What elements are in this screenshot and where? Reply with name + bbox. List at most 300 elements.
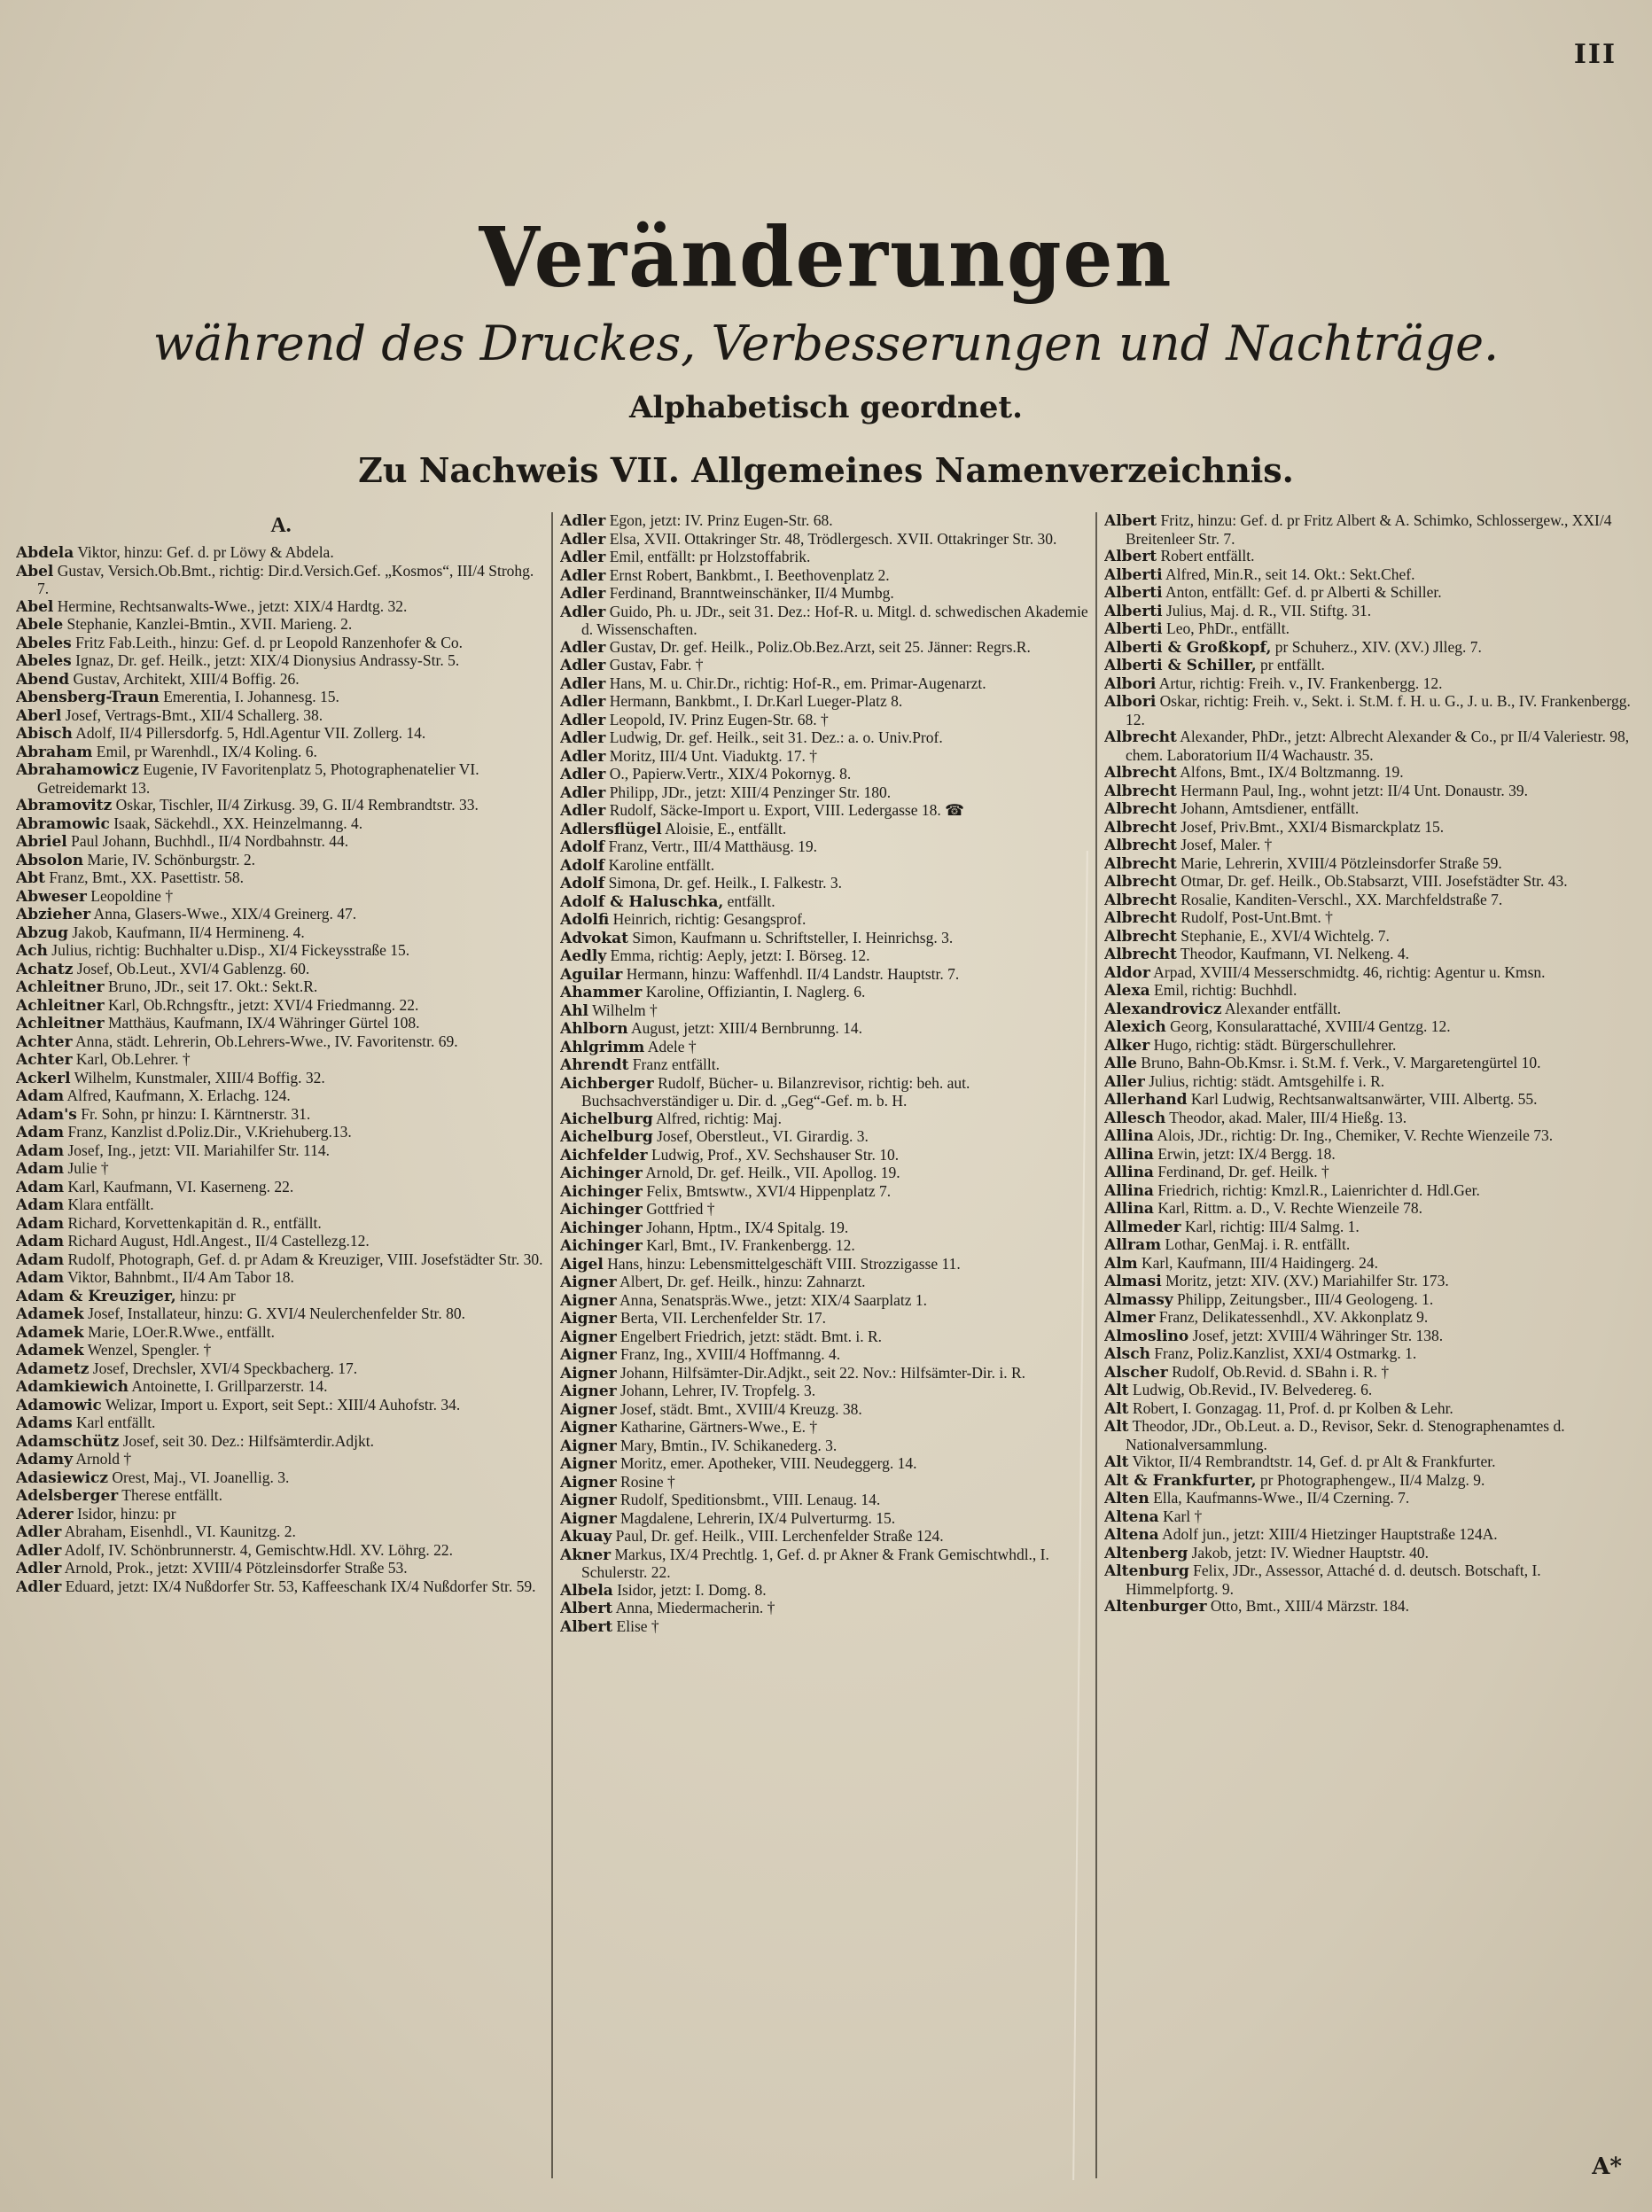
entry-surname: Aedly (560, 947, 607, 965)
entry-surname: Adam (16, 1141, 65, 1160)
directory-entry (560, 1455, 1090, 1474)
entry-surname: Alt & Frankfurter, (1104, 1471, 1257, 1490)
entry-surname: Adam (16, 1178, 65, 1196)
directory-entry (16, 616, 546, 635)
entry-surname: Aichinger (560, 1164, 643, 1182)
directory-entry (1104, 1200, 1636, 1219)
entry-details: Franz, Bmt., XX. Pasettistr. 58. (44, 868, 245, 886)
entry-details: Emil, pr Warenhdl., IX/4 Koling. 6. (92, 742, 317, 760)
entry-details: Leopold, IV. Prinz Eugen-Str. 68. † (605, 710, 829, 728)
entry-details: Rudolf, Photograph, Gef. d. pr Adam & Kreuziger, VIII. Josefstädter Str. 30. (64, 1250, 543, 1268)
entry-details: Karl entfällt. (72, 1414, 156, 1431)
entry-surname: Abisch (16, 725, 73, 743)
directory-entry (560, 966, 1090, 985)
entry-details: Moritz, III/4 Unt. Viaduktg. 17. † (605, 746, 818, 765)
sort-note: Alphabetisch geordnet. (629, 390, 1023, 425)
directory-entry (560, 1310, 1090, 1328)
entry-surname: Aigner (560, 1437, 617, 1455)
directory-entry (1104, 1255, 1636, 1273)
directory-entry (560, 1219, 1090, 1238)
entry-details: Rudolf, Säcke-Import u. Export, VIII. Ledergasse 18. ☎ (605, 801, 964, 819)
entry-details: Eduard, jetzt: IX/4 Nußdorfer Str. 53, Kaffeeschank IX/4 Nußdorfer Str. 59. (61, 1577, 536, 1595)
directory-entry (1104, 1273, 1636, 1291)
directory-entry (560, 1401, 1090, 1420)
entry-surname: Altena (1104, 1507, 1159, 1526)
directory-entry (560, 1437, 1090, 1456)
entry-surname: Aigner (560, 1492, 617, 1509)
directory-entry (560, 567, 1090, 586)
entry-surname: Adolf & Haluschka, (560, 892, 724, 911)
entry-surname: Aichelburg (560, 1128, 653, 1146)
directory-entry (1104, 964, 1636, 983)
entry-surname: Ahrendt (560, 1056, 629, 1074)
entry-surname: Achleitner (16, 1015, 105, 1032)
directory-entry (560, 712, 1090, 730)
entry-surname: Adler (560, 512, 606, 530)
entry-details: Friedrich, richtig: Kmzl.R., Laienrichter d. Hdl.Ger. (1153, 1180, 1480, 1199)
entry-details: Josef, Ob.Leut., XVI/4 Gablenzg. 60. (73, 959, 310, 977)
entry-surname: Aller (1104, 1072, 1145, 1091)
entry-details: Josef, Priv.Bmt., XXI/4 Bismarckplatz 15. (1176, 817, 1445, 836)
directory-entry (1104, 783, 1636, 801)
directory-entry (560, 1183, 1090, 1202)
entry-details: Anna, städt. Lehrerin, Ob.Lehrers-Wwe., IV. Favoritenstr. 69. (72, 1032, 458, 1050)
directory-entry (560, 930, 1090, 948)
directory-entry (1104, 764, 1636, 783)
page-subtitle: während des Druckes, Verbesserungen und Nachträge. (152, 315, 1500, 371)
directory-entry (1104, 1328, 1636, 1346)
entry-details: Stephanie, E., XVI/4 Wichtelg. 7. (1176, 926, 1390, 945)
entry-surname: Adler (560, 802, 606, 820)
directory-entry (560, 675, 1090, 694)
directory-entry (1104, 837, 1636, 855)
entry-details: Alfred, Kaufmann, X. Erlachg. 124. (64, 1087, 291, 1104)
entry-surname: Ach (16, 942, 48, 960)
directory-entry (16, 563, 546, 598)
entry-surname: Albert (1104, 548, 1157, 565)
directory-entry (560, 531, 1090, 549)
entry-surname: Alt (1104, 1453, 1129, 1471)
directory-entry (16, 1360, 546, 1379)
directory-entry (16, 635, 546, 653)
directory-entry (1104, 1364, 1636, 1382)
entry-surname: Aigner (560, 1346, 617, 1364)
entry-surname: Altenberg (1104, 1544, 1188, 1562)
entry-surname: Albrecht (1104, 818, 1177, 837)
entry-details: Fritz Fab.Leith., hinzu: Gef. d. pr Leopold Ranzenhofer & Co. (71, 633, 464, 651)
letter-heading: A. (270, 514, 292, 537)
directory-entry (16, 1305, 546, 1324)
directory-entry (16, 869, 546, 888)
directory-entry (560, 1237, 1090, 1256)
directory-entry (1104, 512, 1636, 548)
entry-details: Berta, VII. Lerchenfelder Str. 17. (616, 1309, 826, 1327)
directory-entry (16, 1487, 546, 1506)
directory-entry (16, 544, 546, 563)
entry-surname: Abeles (16, 652, 72, 670)
entry-surname: Ahlborn (560, 1020, 628, 1038)
entry-surname: Aichelburg (560, 1110, 653, 1128)
entry-details: Georg, Konsularattaché, XVIII/4 Gentzg. 12. (1165, 1017, 1451, 1035)
entry-surname: Alberti & Schiller, (1104, 657, 1257, 674)
entry-details: Rosine † (616, 1472, 675, 1491)
directory-entry (560, 748, 1090, 767)
entry-surname: Albrecht (1104, 946, 1177, 963)
entry-surname: Aigner (560, 1310, 617, 1328)
directory-entry (1104, 639, 1636, 658)
directory-entry (16, 888, 546, 907)
entry-surname: Aichinger (560, 1237, 643, 1255)
entry-surname: Adler (560, 530, 606, 549)
directory-column-1 (16, 512, 546, 2174)
directory-entry (1104, 1400, 1636, 1419)
entry-surname: Altena (1104, 1526, 1159, 1544)
entry-surname: Albert (560, 1600, 613, 1617)
entry-details: Gottfried † (642, 1200, 715, 1218)
entry-surname: Aigner (560, 1382, 617, 1400)
entry-surname: Ahammer (560, 984, 643, 1001)
entry-surname: Aigner (560, 1473, 617, 1492)
column-divider (1095, 512, 1097, 2178)
entry-details: Arnold, Prok., jetzt: XVIII/4 Pötzleinsdorfer Straße 53. (61, 1559, 408, 1577)
entry-surname: Adam & Kreuziger, (16, 1287, 176, 1305)
directory-entry (560, 911, 1090, 930)
entry-surname: Adamek (16, 1305, 84, 1323)
entry-details: Ferdinand, Dr. gef. Heilk. † (1153, 1163, 1329, 1180)
entry-surname: Alscher (1104, 1363, 1168, 1382)
entry-details: Emma, richtig: Aeply, jetzt: I. Börseg. 12. (606, 946, 870, 964)
directory-entry (16, 598, 546, 617)
entry-surname: Albert (1104, 512, 1157, 530)
directory-entry (560, 585, 1090, 604)
entry-surname: Abt (16, 869, 45, 887)
directory-entry (1104, 675, 1636, 694)
directory-entry (560, 1328, 1090, 1347)
entry-details: Markus, IX/4 Prechtlg. 1, Gef. d. pr Akner & Frank Gemischtwhdl., I. Schulerstr. 22. (581, 1545, 1049, 1581)
directory-entry (560, 1128, 1090, 1147)
directory-entry (560, 1492, 1090, 1510)
entry-surname: Adler (16, 1560, 62, 1577)
directory-entry (1104, 800, 1636, 819)
entry-details: Ernst Robert, Bankbmt., I. Beethovenplatz 2. (605, 565, 890, 584)
entry-details: Arnold, Dr. gef. Heilk., VII. Apollog. 19. (642, 1164, 900, 1181)
entry-surname: Adamek (16, 1342, 84, 1359)
entry-surname: Alsch (1104, 1345, 1150, 1363)
directory-entry (560, 984, 1090, 1002)
entry-surname: Adler (16, 1523, 62, 1541)
entry-surname: Alten (1104, 1490, 1149, 1507)
directory-entry (1104, 1073, 1636, 1092)
entry-surname: Allesch (1104, 1109, 1166, 1127)
directory-entry (16, 1433, 546, 1452)
entry-details: Anton, entfällt: Gef. d. pr Alberti & Schiller. (1162, 583, 1442, 601)
entry-details: Karl, Ob.Rchngsftr., jetzt: XVI/4 Friedmanng. 22. (104, 995, 419, 1014)
directory-entry (560, 1528, 1090, 1546)
entry-surname: Achatz (16, 960, 74, 978)
directory-entry (1104, 1382, 1636, 1400)
entry-surname: Abraham (16, 743, 93, 761)
entry-details: Paul Johann, Buchhdl., II/4 Nordbahnstr. 44. (66, 832, 349, 850)
entry-surname: Alexa (1104, 982, 1150, 1000)
directory-entry (1104, 1219, 1636, 1237)
entry-details: pr Schuherz., XIV. (XV.) Jlleg. 7. (1271, 637, 1482, 656)
entry-surname: Allerhand (1104, 1091, 1188, 1109)
entry-surname: Alexich (1104, 1018, 1166, 1036)
entry-surname: Adolf (560, 856, 605, 875)
directory-entry (1104, 693, 1636, 728)
directory-entry (560, 1273, 1090, 1292)
entry-surname: Alt (1104, 1418, 1129, 1436)
entry-surname: Albrecht (1104, 782, 1177, 800)
entry-details: Theodor, JDr., Ob.Leut. a. D., Revisor, Sekr. d. Stenographenamtes d. Nationalversammlung. (1126, 1417, 1565, 1453)
entry-details: Johann, Amtsdiener, entfällt. (1176, 799, 1360, 817)
directory-entry (16, 1142, 546, 1161)
entry-details: Rudolf, Bücher- u. Bilanzrevisor, richtig: beh. aut. Buchsachverständiger u. Dir. d. „Geg“-Gef. m. b. H. (581, 1073, 970, 1110)
entry-details: Jakob, jetzt: IV. Wiedner Hauptstr. 40. (1188, 1543, 1430, 1562)
directory-entry (1104, 819, 1636, 837)
directory-entry (1104, 1526, 1636, 1545)
directory-entry (16, 1051, 546, 1070)
entry-surname: Adler (560, 657, 606, 674)
directory-entry (560, 1020, 1090, 1039)
entry-details: Moritz, jetzt: XIV. (XV.) Mariahilfer Str. 173. (1161, 1272, 1449, 1289)
directory-entry (560, 604, 1090, 639)
entry-details: Viktor, II/4 Rembrandtstr. 14, Gef. d. pr Alt & Frankfurter. (1128, 1453, 1496, 1470)
entry-details: entfällt. (723, 892, 775, 910)
entry-details: Magdalene, Lehrerin, IX/4 Pulverturmg. 15. (616, 1508, 896, 1527)
entry-details: Lothar, GenMaj. i. R. entfällt. (1161, 1235, 1351, 1253)
entry-details: Rudolf, Post-Unt.Bmt. † (1176, 908, 1333, 926)
directory-entry (16, 1560, 546, 1578)
entry-surname: Aderer (16, 1505, 74, 1523)
entry-surname: Abel (16, 597, 54, 616)
directory-entry (16, 1179, 546, 1197)
entry-details: Theodor, Kaufmann, VI. Nelkeng. 4. (1176, 945, 1409, 962)
entry-details: Johann, Hptm., IX/4 Spitalg. 19. (642, 1218, 849, 1236)
directory-entry (16, 1196, 546, 1215)
entry-details: Karl, Kaufmann, VI. Kaserneng. 22. (64, 1177, 294, 1196)
entry-surname: Adlersflügel (560, 820, 662, 838)
directory-entry (1104, 1127, 1636, 1146)
entry-details: Paul, Dr. gef. Heilk., VIII. Lerchenfelder Straße 124. (612, 1527, 944, 1545)
entry-surname: Abend (16, 670, 70, 689)
entry-details: Isidor, hinzu: pr (73, 1504, 176, 1523)
entry-surname: Adam's (16, 1105, 77, 1124)
entry-surname: Aigner (560, 1328, 617, 1346)
entry-details: Josef, jetzt: XVIII/4 Währinger Str. 138. (1188, 1326, 1444, 1344)
entry-surname: Allina (1104, 1181, 1154, 1200)
entry-surname: Adler (560, 638, 606, 657)
directory-entry (560, 1510, 1090, 1529)
directory-entry (560, 1256, 1090, 1274)
entry-details: Matthäus, Kaufmann, IX/4 Währinger Gürtel 108. (104, 1014, 420, 1032)
entry-surname: Allram (1104, 1236, 1162, 1254)
directory-entry (1104, 548, 1636, 566)
entry-details: Josef, seit 30. Dez.: Hilfsämterdir.Adjkt. (119, 1431, 374, 1450)
directory-entry (560, 549, 1090, 567)
entry-surname: Abel (16, 562, 54, 580)
directory-entry (1104, 1309, 1636, 1328)
entry-details: Otmar, Dr. gef. Heilk., Ob.Stabsarzt, VIII. Josefstädter Str. 43. (1176, 872, 1568, 890)
entry-surname: Almassy (1104, 1290, 1173, 1309)
entry-details: Elsa, XVII. Ottakringer Str. 48, Trödlergesch. XVII. Ottakringer Str. 30. (605, 529, 1057, 548)
directory-entry (560, 875, 1090, 893)
entry-details: Julie † (64, 1159, 109, 1177)
entry-details: Karl Ludwig, Rechtsanwaltsanwärter, VIII. Albertg. 55. (1187, 1090, 1538, 1108)
directory-entry (16, 924, 546, 943)
entry-surname: Albrecht (1104, 891, 1177, 909)
directory-entry (16, 1160, 546, 1179)
entry-details: Eugenie, IV Favoritenplatz 5, Photographenatelier VI. Getreidemarkt 13. (37, 760, 479, 797)
entry-details: Artur, richtig: Freih. v., IV. Frankenbergg. 12. (1156, 674, 1443, 692)
entry-details: Karoline, Offiziantin, I. Naglerg. 6. (642, 983, 866, 1001)
entry-surname: Albrecht (1104, 837, 1177, 854)
directory-entry (16, 1414, 546, 1433)
directory-entry (16, 1015, 546, 1033)
directory-entry (560, 1618, 1090, 1637)
entry-details: Richard August, Hdl.Angest., II/4 Castellezg.12. (64, 1232, 370, 1250)
entry-surname: Allina (1104, 1200, 1154, 1218)
directory-entry (560, 1419, 1090, 1437)
entry-surname: Allina (1104, 1127, 1154, 1145)
directory-entry (16, 1288, 546, 1306)
directory-entry (16, 1033, 546, 1052)
entry-details: Marie, Lehrerin, XVIII/4 Pötzleinsdorfer Straße 59. (1176, 853, 1502, 872)
entry-surname: Adler (16, 1577, 62, 1596)
entry-details: Ignaz, Dr. gef. Heilk., jetzt: XIX/4 Dionysius Andrassy-Str. 5. (71, 651, 460, 669)
directory-entry (1104, 584, 1636, 603)
entry-details: Abraham, Eisenhdl., VI. Kaunitzg. 2. (61, 1523, 296, 1540)
directory-entry (1104, 1110, 1636, 1128)
entry-surname: Achleitner (16, 996, 105, 1015)
entry-surname: Albela (560, 1581, 613, 1600)
entry-surname: Albrecht (1104, 764, 1177, 782)
section-heading: Zu Nachweis VII. Allgemeines Namenverzeichnis. (358, 450, 1294, 490)
entry-surname: Altenburger (1104, 1598, 1207, 1616)
entry-details: Franz, Ing., XVIII/4 Hoffmanng. 4. (616, 1345, 841, 1363)
entry-details: Franz, Delikatessenhdl., XV. Akkonplatz 9. (1155, 1308, 1429, 1326)
entry-details: Karl, Kaufmann, III/4 Haidingerg. 24. (1137, 1253, 1378, 1272)
entry-surname: Aldor (1104, 963, 1150, 982)
entry-details: Welizar, Import u. Export, seit Sept.: XIII/4 Auhofstr. 34. (101, 1395, 461, 1414)
entry-details: Ludwig, Ob.Revid., IV. Belvedereg. 6. (1128, 1381, 1373, 1398)
entry-surname: Adler (560, 674, 606, 693)
entry-details: Hans, M. u. Chir.Dr., richtig: Hof-R., em. Primar-Augenarzt. (605, 674, 986, 692)
entry-details: Oskar, richtig: Freih. v., Sekt. i. St.M. f. H. u. G., J. u. B., IV. Frankenbergg. 12. (1126, 692, 1631, 728)
entry-details: Isidor, jetzt: I. Domg. 8. (612, 1580, 767, 1599)
directory-entry (1104, 873, 1636, 892)
directory-entry (16, 815, 546, 834)
entry-details: Johann, Hilfsämter-Dir.Adjkt., seit 22. Nov.: Hilfsämter-Dir. i. R. (616, 1363, 1026, 1382)
entry-details: Josef, Drechsler, XVI/4 Speckbacherg. 17. (89, 1359, 358, 1377)
entry-details: Rudolf, Ob.Revid. d. SBahn i. R. † (1167, 1362, 1390, 1381)
entry-details: Fritz, hinzu: Gef. d. pr Fritz Albert & A. Schimko, Schlossergew., XXI/4 Breitenleer Str. 7. (1126, 512, 1612, 548)
directory-entry (16, 1469, 546, 1488)
entry-surname: Adams (16, 1414, 73, 1432)
directory-entry (560, 1110, 1090, 1129)
entry-surname: Alm (1104, 1254, 1138, 1273)
directory-entry (560, 821, 1090, 839)
directory-entry (1104, 1418, 1636, 1453)
directory-entry (560, 512, 1090, 531)
entry-details: Gustav, Versich.Ob.Bmt., richtig: Dir.d.Versich.Gef. „Kosmos“, III/4 Strohg. 7. (37, 561, 534, 597)
entry-details: Otto, Bmt., XIII/4 Märzstr. 184. (1206, 1597, 1409, 1615)
entry-surname: Adelsberger (16, 1487, 119, 1505)
entry-details: Karl † (1158, 1507, 1203, 1525)
directory-entry (1104, 1562, 1636, 1598)
directory-entry (560, 766, 1090, 784)
directory-entry (1104, 657, 1636, 675)
entry-details: Ludwig, Dr. gef. Heilk., seit 31. Dez.: a. o. Univ.Prof. (605, 728, 943, 746)
directory-entry (16, 797, 546, 815)
entry-surname: Aberl (16, 706, 62, 725)
entry-surname: Alker (1104, 1036, 1150, 1055)
entry-details: Alfred, Min.R., seit 14. Okt.: Sekt.Chef. (1162, 565, 1415, 583)
directory-entry (16, 1251, 546, 1270)
entry-details: Karl, Rittm. a. D., V. Rechte Wienzeile 78. (1153, 1199, 1423, 1217)
directory-entry (1104, 1055, 1636, 1073)
entry-surname: Alt (1104, 1382, 1129, 1399)
entry-details: Robert, I. Gonzagag. 11, Prof. d. pr Kolben & Lehr. (1128, 1398, 1453, 1417)
directory-entry (1104, 1545, 1636, 1563)
entry-details: Isaak, Säckehdl., XX. Heinzelmanng. 4. (109, 814, 363, 832)
directory-entry (1104, 620, 1636, 639)
entry-surname: Almoslino (1104, 1327, 1189, 1345)
entry-details: Richard, Korvettenkapitän d. R., entfällt. (64, 1213, 322, 1232)
entry-details: Emerentia, I. Johannesg. 15. (159, 688, 339, 705)
entry-details: August, jetzt: XIII/4 Bernbrunng. 14. (627, 1019, 862, 1037)
directory-entry (16, 833, 546, 852)
entry-details: Simona, Dr. gef. Heilk., I. Falkestr. 3. (604, 874, 843, 892)
entry-surname: Aichinger (560, 1182, 643, 1201)
entry-surname: Alberti (1104, 620, 1163, 638)
entry-surname: Almer (1104, 1309, 1156, 1327)
entry-details: Johann, Lehrer, IV. Tropfelg. 3. (616, 1382, 816, 1399)
directory-entry (560, 857, 1090, 876)
directory-entry (560, 1346, 1090, 1365)
entry-surname: Adler (560, 729, 606, 747)
directory-entry (16, 978, 546, 997)
entry-details: Josef, Installateur, hinzu: G. XVI/4 Neulerchenfelder Str. 80. (83, 1305, 466, 1322)
entry-surname: Adolf (560, 875, 605, 892)
entry-surname: Akuay (560, 1528, 612, 1546)
directory-entry (1104, 1146, 1636, 1164)
entry-surname: Adler (560, 747, 606, 766)
directory-entry (560, 639, 1090, 658)
entry-details: Franz, Poliz.Kanzlist, XXI/4 Ostmarkg. 1. (1149, 1344, 1417, 1362)
page-number: III (1573, 39, 1617, 70)
directory-entry (560, 1546, 1090, 1582)
entry-surname: Albert (560, 1617, 613, 1636)
entry-details: Jakob, Kaufmann, II/4 Hermineng. 4. (67, 923, 305, 941)
directory-entry (1104, 855, 1636, 874)
directory-entry (16, 906, 546, 924)
entry-details: Alexander, PhDr., jetzt: Albrecht Alexander & Co., pr II/4 Valeriestr. 98, chem. Laboratorium II/4 Wachaustr. 35. (1126, 728, 1630, 764)
directory-entry (16, 961, 546, 979)
entry-details: Marie, LOer.R.Wwe., entfällt. (83, 1322, 275, 1341)
entry-surname: Adler (560, 603, 606, 621)
entry-surname: Abramovitz (16, 797, 113, 814)
entry-details: Therese entfällt. (118, 1486, 222, 1504)
entry-details: Hugo, richtig: städt. Bürgerschullehrer. (1149, 1035, 1397, 1054)
entry-details: Theodor, akad. Maler, III/4 Hießg. 13. (1165, 1108, 1407, 1126)
entry-surname: Abrahamowicz (16, 761, 139, 779)
entry-surname: Aichinger (560, 1201, 643, 1219)
directory-entry (560, 1292, 1090, 1311)
directory-entry (1104, 1345, 1636, 1364)
directory-entry (560, 838, 1090, 857)
entry-surname: Alexandrovicz (1104, 1000, 1222, 1018)
